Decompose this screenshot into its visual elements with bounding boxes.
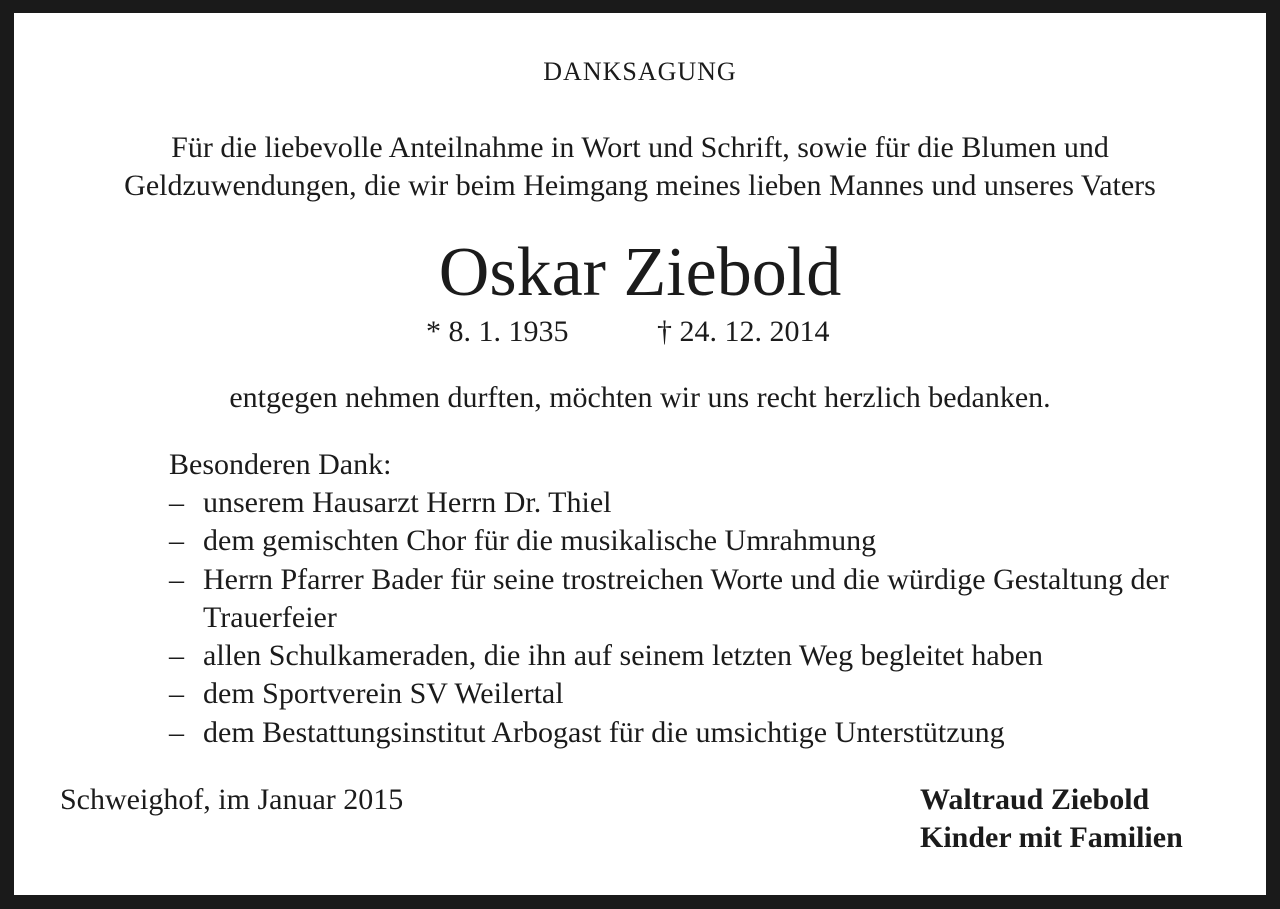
thanks-item: [169, 561, 1169, 638]
thanks-item-text: allen Schulkameraden, die ihn auf seinem letzten Weg begleitet haben: [203, 639, 1044, 673]
dash-bullet: –: [169, 639, 184, 673]
notice-heading: DANKSAGUNG: [543, 57, 737, 86]
thanks-item-text: Herrn Pfarrer Bader für seine trostreichen Worte und die würdige Gestaltung der Trauerfeier: [203, 562, 1169, 634]
deceased-name: Oskar Ziebold: [438, 234, 842, 311]
obituary-notice: [14, 13, 1266, 895]
birth-date: * 8. 1. 1935: [426, 315, 569, 348]
thanks-item: [169, 522, 1169, 560]
thanks-item: [169, 714, 1169, 752]
dash-bullet: –: [169, 524, 184, 558]
death-date: † 24. 12. 2014: [657, 315, 830, 348]
signature-family: Kinder mit Familien: [920, 821, 1183, 854]
special-thanks-list: [169, 484, 1169, 752]
thanks-item: [169, 675, 1169, 713]
dash-bullet: –: [169, 562, 184, 596]
thanks-item: [169, 484, 1169, 522]
intro-text-line-2: Geldzuwendungen, die wir beim Heimgang meines lieben Mannes und unseres Vaters: [124, 169, 1156, 202]
thanks-item-text: dem Sportverein SV Weilertal: [203, 677, 564, 711]
thanks-item-text: unserem Hausarzt Herrn Dr. Thiel: [203, 486, 612, 519]
intro-text-line-1: Für die liebevolle Anteilnahme in Wort und Schrift, sowie für die Blumen und: [171, 131, 1109, 164]
dash-bullet: –: [169, 486, 184, 519]
dash-bullet: –: [169, 677, 184, 711]
thanks-item-text: dem Bestattungsinstitut Arbogast für die umsichtige Unterstützung: [203, 715, 1005, 749]
special-thanks-title: Besonderen Dank:: [169, 448, 392, 481]
place-and-date: Schweighof, im Januar 2015: [60, 783, 404, 816]
closing-text: entgegen nehmen durften, möchten wir uns recht herzlich bedanken.: [229, 381, 1051, 414]
thanks-item-text: dem gemischten Chor für die musikalische Umrahmung: [203, 524, 877, 558]
thanks-item: [169, 637, 1169, 675]
dash-bullet: –: [169, 715, 184, 749]
signature-name: Waltraud Ziebold: [920, 783, 1150, 816]
